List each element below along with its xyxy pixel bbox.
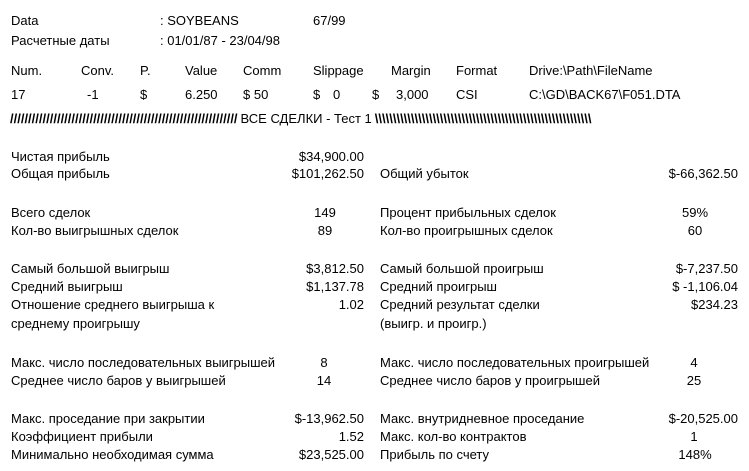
dates-value: : 01/01/87 - 23/04/98: [160, 33, 280, 48]
avg-bars-loss-value: 25: [686, 373, 702, 388]
max-consec-loss-label: Макс. число последовательных проигрышей: [380, 355, 650, 370]
max-contracts-label: Макс. кол-во контрактов: [380, 429, 527, 444]
max-intraday-dd-value: $-20,525.00: [668, 411, 738, 426]
gross-loss-label: Общий убыток: [380, 166, 469, 181]
avg-loss-value: $ -1,106.04: [672, 279, 738, 294]
avg-loss-label: Средний проигрыш: [380, 279, 497, 294]
col-path: Drive:\Path\FileName: [529, 63, 653, 78]
avg-win-value: $1,137.78: [306, 279, 364, 294]
param-slippage: 0: [333, 87, 341, 102]
pct-profitable-value: 59%: [681, 205, 709, 220]
ratio-value: 1.02: [338, 297, 364, 312]
gross-profit-label: Общая прибыль: [11, 166, 110, 181]
gross-loss-value: $-66,362.50: [668, 166, 738, 181]
param-p: $: [140, 87, 148, 102]
avg-trade-label-line2: (выигр. и проигр.): [380, 316, 487, 331]
data-code: 67/99: [313, 13, 346, 28]
section-banner: [10, 111, 740, 127]
total-trades-label: Всего сделок: [11, 205, 91, 220]
return-value: 148%: [678, 447, 712, 462]
avg-bars-win-value: 14: [316, 373, 332, 388]
col-comm: Comm: [243, 63, 282, 78]
total-trades-value: 149: [314, 205, 336, 220]
data-label: Data: [11, 13, 39, 28]
net-profit-value: $34,900.00: [298, 149, 364, 164]
col-num: Num.: [11, 63, 43, 78]
largest-win-label: Самый большой выигрыш: [11, 261, 170, 276]
net-profit-label: Чистая прибыль: [11, 149, 110, 164]
max-consec-win-label: Макс. число последовательных выигрышей: [11, 355, 276, 370]
avg-win-label: Средний выигрыш: [11, 279, 123, 294]
param-slippage-symbol: $: [313, 87, 321, 102]
banner-left-rule: ///////////////////////////////////////////////////////////////: [10, 111, 238, 126]
param-value: 6.250: [185, 87, 218, 102]
col-slippage: Slippage: [313, 63, 364, 78]
param-path: C:\GD\BACK67\F051.DTA: [529, 87, 681, 102]
max-intraday-dd-label: Макс. внутридневное проседание: [380, 411, 585, 426]
max-close-dd-value: $-13,962.50: [294, 411, 364, 426]
pct-profitable-label: Процент прибыльных сделок: [380, 205, 556, 220]
largest-loss-label: Самый большой проигрыш: [380, 261, 544, 276]
profit-factor-value: 1.52: [338, 429, 364, 444]
avg-bars-win-label: Среднее число баров у выигрышей: [11, 373, 226, 388]
return-label: Прибыль по счету: [380, 447, 490, 462]
max-contracts-value: 1: [690, 429, 698, 444]
largest-win-value: $3,812.50: [306, 261, 364, 276]
profit-factor-label: Коэффициент прибыли: [11, 429, 153, 444]
max-close-dd-label: Макс. проседание при закрытии: [11, 411, 205, 426]
largest-loss-value: $-7,237.50: [675, 261, 738, 276]
col-value: Value: [185, 63, 218, 78]
min-account-value: $23,525.00: [298, 447, 364, 462]
dates-label: Расчетные даты: [11, 33, 110, 48]
banner-right-rule: \\\\\\\\\\\\\\\\\\\\\\\\\\\\\\\\\\\\\\\\\\\\\\\\\\\\\\\\\\\\: [374, 111, 592, 126]
col-conv: Conv.: [81, 63, 114, 78]
banner-title: ВСЕ СДЕЛКИ - Тест 1: [240, 111, 372, 126]
min-account-label: Минимально необходимая сумма: [11, 447, 214, 462]
losing-trades-label: Кол-во проигрышных сделок: [380, 223, 553, 238]
avg-trade-value: $234.23: [691, 297, 738, 312]
param-comm: $ 50: [243, 87, 269, 102]
ratio-label-line1: Отношение среднего выигрыша к: [11, 297, 215, 312]
avg-bars-loss-label: Среднее число баров у проигрышей: [380, 373, 600, 388]
data-value: : SOYBEANS: [160, 13, 239, 28]
param-conv: -1: [87, 87, 99, 102]
param-num: 17: [11, 87, 26, 102]
col-format: Format: [456, 63, 498, 78]
winning-trades-value: 89: [317, 223, 333, 238]
losing-trades-value: 60: [687, 223, 703, 238]
max-consec-loss-value: 4: [690, 355, 698, 370]
max-consec-win-value: 8: [320, 355, 328, 370]
gross-profit-value: $101,262.50: [291, 166, 364, 181]
ratio-label-line2: среднему проигрышу: [11, 316, 140, 331]
param-format: CSI: [456, 87, 478, 102]
param-margin: 3,000: [396, 87, 429, 102]
param-margin-symbol: $: [372, 87, 380, 102]
winning-trades-label: Кол-во выигрышных сделок: [11, 223, 179, 238]
col-p: P.: [140, 63, 151, 78]
col-margin: Margin: [391, 63, 431, 78]
avg-trade-label-line1: Средний результат сделки: [380, 297, 540, 312]
